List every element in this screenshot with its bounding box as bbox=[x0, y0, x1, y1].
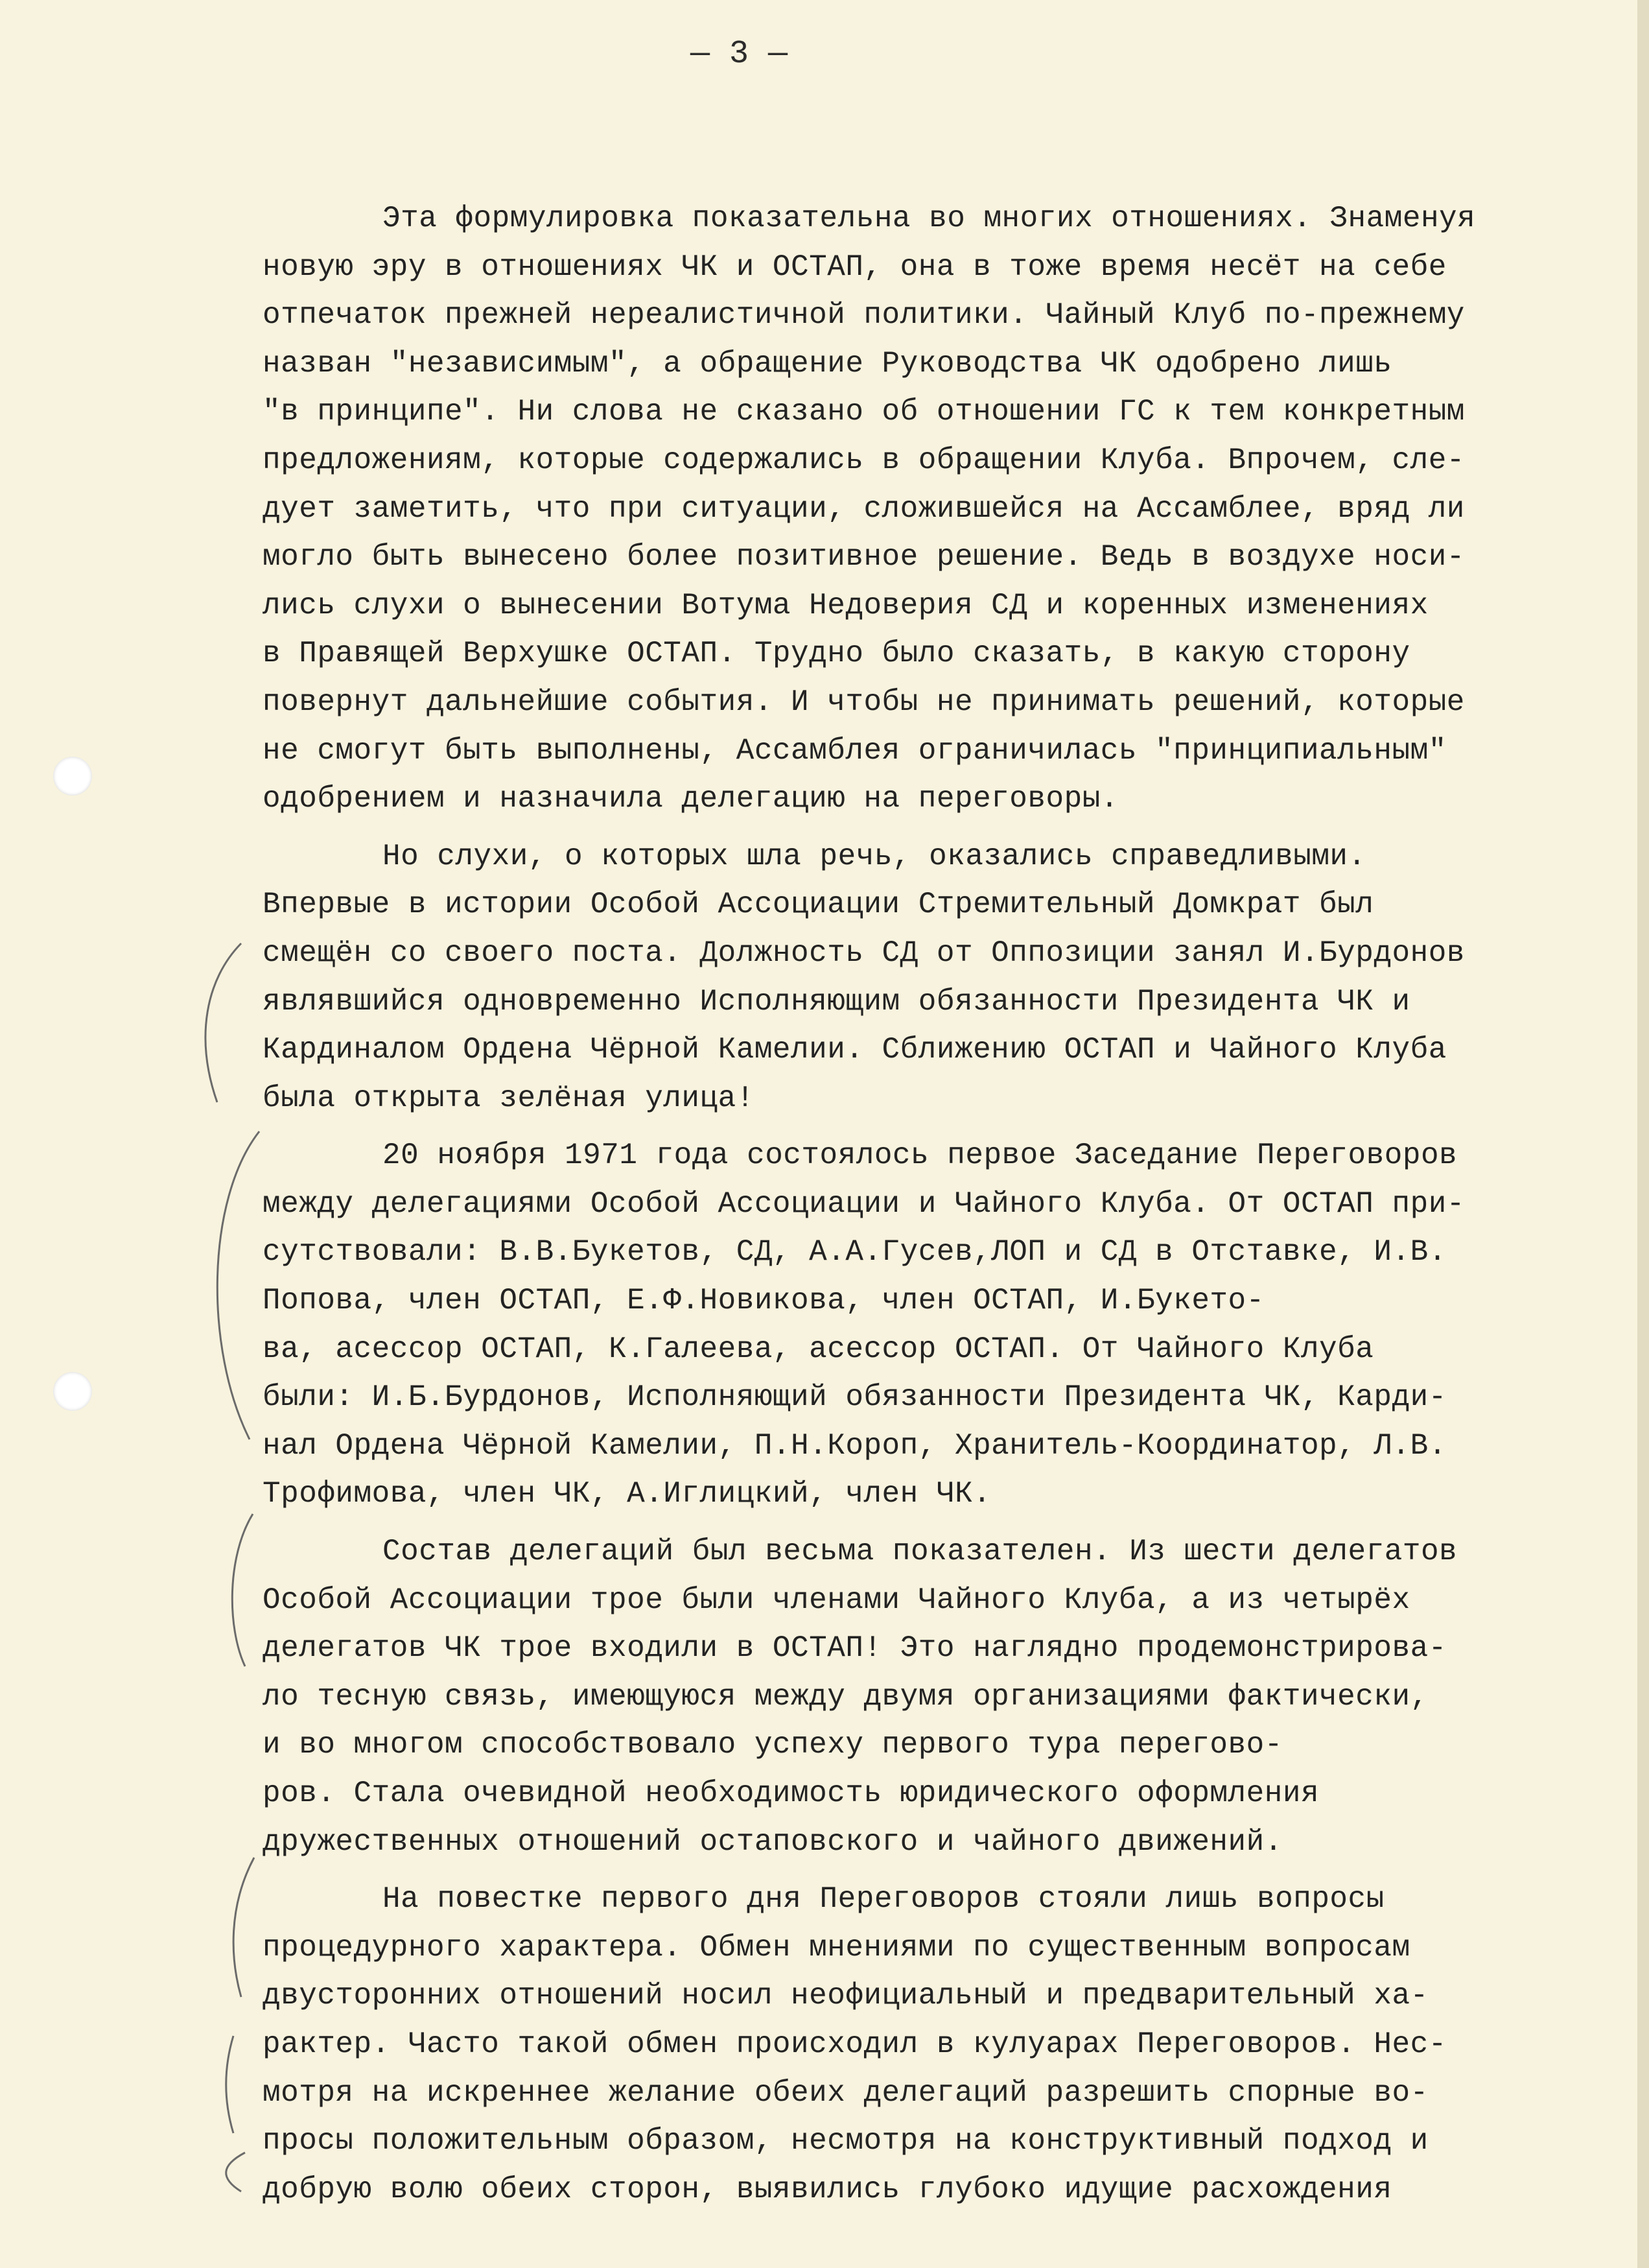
text-line: процедурного характера. Обмен мнениями по существенным вопросам bbox=[263, 1930, 1410, 1965]
paragraph-1 bbox=[263, 195, 1611, 823]
text-line: дует заметить, что при ситуации, сложившейся на Ассамблее, вряд ли bbox=[263, 491, 1465, 526]
text-line: ва, асессор ОСТАП, К.Галеева, асессор ОСТАП. От Чайного Клуба bbox=[263, 1332, 1374, 1366]
text-line: рактер. Часто такой обмен происходил в кулуарах Переговоров. Нес- bbox=[263, 2027, 1447, 2061]
text-line: добрую волю обеих сторон, выявились глубоко идущие расхождения bbox=[263, 2172, 1392, 2206]
paragraph-3 bbox=[263, 1131, 1611, 1518]
text-line: являвшийся одновременно Исполняющим обязанности Президента ЧК и bbox=[263, 984, 1410, 1019]
text-line: Состав делегаций был весьма показателен. Из шести делегатов bbox=[382, 1535, 1458, 1569]
text-line: Трофимова, член ЧК, А.Иглицкий, член ЧК. bbox=[263, 1477, 992, 1511]
text-line: в Правящей Верхушке ОСТАП. Трудно было сказать, в какую сторону bbox=[263, 637, 1410, 671]
text-line: ло тесную связь, имеющуюся между двумя организациями фактически, bbox=[263, 1679, 1429, 1714]
margin-bracket-6 bbox=[226, 2153, 245, 2191]
text-line: могло быть вынесено более позитивное решение. Ведь в воздухе носи- bbox=[263, 540, 1465, 574]
text-line: дружественных отношений остаповского и чайного движений. bbox=[263, 1825, 1283, 1859]
text-line: были: И.Б.Бурдонов, Исполняющий обязанности Президента ЧК, Карди- bbox=[263, 1380, 1447, 1415]
text-line: и во многом способствовало успеху первого тура перегово- bbox=[263, 1728, 1283, 1762]
margin-bracket-4 bbox=[233, 1858, 254, 1997]
margin-bracket-5 bbox=[226, 2036, 233, 2133]
text-line: Впервые в истории Особой Ассоциации Стремительный Домкрат был bbox=[263, 888, 1374, 922]
margin-bracket-2 bbox=[217, 1131, 259, 1439]
text-line: мотря на искреннее желание обеих делегаций разрешить спорные во- bbox=[263, 2075, 1429, 2110]
text-line: не смогут быть выполнены, Ассамблея ограничилась "принципиальным" bbox=[263, 733, 1447, 768]
text-line: нал Ордена Чёрной Камелии, П.Н.Короп, Хранитель-Координатор, Л.В. bbox=[263, 1428, 1447, 1463]
paragraph-4 bbox=[263, 1528, 1611, 1866]
text-line: Кардиналом Ордена Чёрной Камелии. Сближению ОСТАП и Чайного Клуба bbox=[263, 1033, 1447, 1067]
text-line: Но слухи, о которых шла речь, оказались справедливыми. bbox=[382, 839, 1366, 873]
text-line: Попова, член ОСТАП, Е.Ф.Новикова, член ОСТАП, И.Букето- bbox=[263, 1284, 1265, 1318]
text-line: между делегациями Особой Ассоциации и Чайного Клуба. От ОСТАП при- bbox=[263, 1187, 1465, 1221]
text-line: Особой Ассоциации трое были членами Чайного Клуба, а из четырёх bbox=[263, 1583, 1410, 1617]
text-line: смещён со своего поста. Должность СД от Оппозиции занял И.Бурдонов bbox=[263, 936, 1465, 970]
page-number: — 3 — bbox=[690, 36, 788, 73]
text-line: 20 ноября 1971 года состоялось первое Заседание Переговоров bbox=[382, 1139, 1458, 1173]
text-line: сутствовали: В.В.Букетов, СД, А.А.Гусев,ЛОП и СД в Отставке, И.В. bbox=[263, 1235, 1447, 1270]
punch-hole-icon bbox=[53, 1372, 92, 1411]
text-line: двусторонних отношений носил неофициальный и предварительный ха- bbox=[263, 1979, 1429, 2013]
text-line: делегатов ЧК трое входили в ОСТАП! Это наглядно продемонстрирова- bbox=[263, 1631, 1447, 1666]
paragraph-2 bbox=[263, 833, 1611, 1123]
margin-bracket-3 bbox=[232, 1514, 253, 1666]
text-line: Эта формулировка показательна во многих отношениях. Знаменуя bbox=[382, 202, 1476, 235]
text-line: повернут дальнейшие события. И чтобы не принимать решений, которые bbox=[263, 685, 1465, 719]
text-line: На повестке первого дня Переговоров стояли лишь вопросы bbox=[382, 1882, 1385, 1917]
text-line: "в принципе". Ни слова не сказано об отношении ГС к тем конкретным bbox=[263, 395, 1465, 429]
margin-bracket-1 bbox=[205, 943, 241, 1102]
text-line: назван "независимым", а обращение Руководства ЧК одобрено лишь bbox=[263, 346, 1392, 381]
paper-edge bbox=[1637, 0, 1649, 2268]
text-line: ров. Стала очевидной необходимость юридического оформления bbox=[263, 1777, 1320, 1810]
punch-hole-icon bbox=[53, 757, 92, 796]
text-line: просы положительным образом, несмотря на конструктивный подход и bbox=[263, 2124, 1429, 2158]
text-line: новую эру в отношениях ЧК и ОСТАП, она в тоже время несёт на себе bbox=[263, 250, 1447, 284]
text-line: отпечаток прежней нереалистичной политики. Чайный Клуб по-прежнему bbox=[263, 298, 1465, 333]
text-line: одобрением и назначила делегацию на переговоры. bbox=[263, 782, 1119, 816]
text-line: предложениям, которые содержались в обращении Клуба. Впрочем, сле- bbox=[263, 443, 1465, 477]
document-body bbox=[263, 195, 1611, 2214]
text-line: была открыта зелёная улица! bbox=[263, 1081, 754, 1115]
text-line: лись слухи о вынесении Вотума Недоверия СД и коренных изменениях bbox=[263, 588, 1429, 622]
paragraph-5 bbox=[263, 1875, 1611, 2214]
